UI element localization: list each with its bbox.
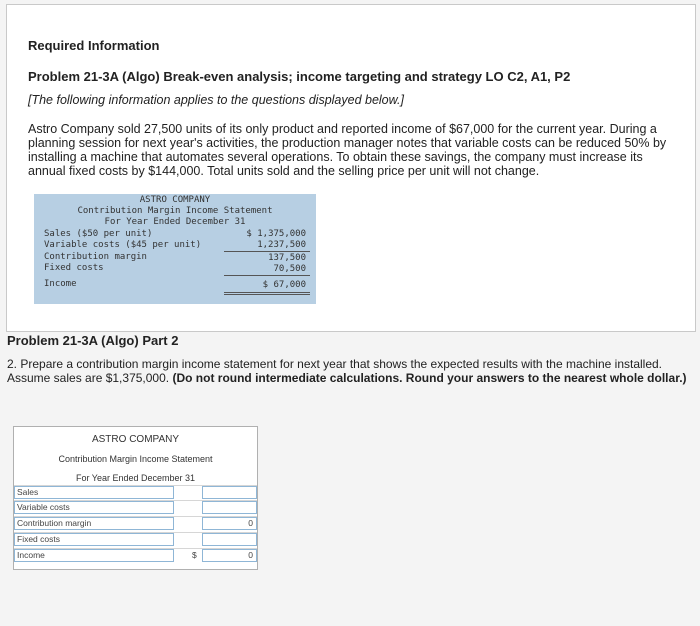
contribution-margin-amount: 0 [202,517,257,530]
statement-period: For Year Ended December 31 [104,217,246,227]
question-text [7,357,687,385]
answer-income-statement [13,426,258,570]
problem-title: Problem 21-3A (Algo) Break-even analysis; income targeting and strategy LO C2, A1, P2 [28,69,571,84]
answer-row-income [14,548,257,562]
subtotal-rule [224,275,310,276]
statement-row-amount: 70,500 [273,264,306,274]
statement-row-label: Sales ($50 per unit) [44,229,153,239]
statement-row-amount: $ 67,000 [262,280,306,290]
fixed-costs-amount-input[interactable] [202,533,257,546]
answer-row-contribution-margin [14,516,257,530]
total-double-rule [224,292,310,293]
statement-company: ASTRO COMPANY [139,195,211,205]
answer-title: Contribution Margin Income Statement [58,454,213,464]
answer-row-sales [14,485,257,499]
answer-period: For Year Ended December 31 [75,473,196,483]
total-double-rule [224,294,310,295]
required-information-heading: Required Information [28,38,160,53]
fixed-costs-label-input[interactable]: Fixed costs [14,533,174,546]
income-amount: 0 [202,549,257,562]
statement-title: Contribution Margin Income Statement [77,206,273,216]
statement-row-label: Variable costs ($45 per unit) [44,240,202,250]
variable-costs-label-input[interactable]: Variable costs [14,501,174,514]
statement-row-label: Fixed costs [44,263,104,273]
sales-label-input[interactable]: Sales [14,486,174,499]
part-title: Problem 21-3A (Algo) Part 2 [7,333,179,348]
given-income-statement [34,194,316,304]
statement-row-amount: $ 1,375,000 [246,229,306,239]
answer-row-fixed-costs [14,532,257,546]
contribution-margin-label-input[interactable]: Contribution margin [14,517,174,530]
variable-costs-amount-input[interactable] [202,501,257,514]
statement-row-label: Contribution margin [44,252,147,262]
problem-paragraph: Astro Company sold 27,500 units of its only product and reported income of $67,000 for the current year. During a planning session for next year's activities, the production manager notes that variable costs can be reduced 50% by installing a machine that automates several operations. To obtain these savings, the company must increase its annual fixed costs by $144,000. Total units sold and the selling price per unit will not change. [28,122,667,178]
question-body: 2. Prepare a contribution margin income statement for next year that shows the expected results with the machine installed. Assume sales are $1,375,000. [7,357,663,385]
statement-row-amount: 137,500 [268,253,306,263]
answer-company: ASTRO COMPANY [91,434,180,445]
statement-row-label: Income [44,279,77,289]
answer-row-variable-costs [14,500,257,514]
applies-note: [The following information applies to the questions displayed below.] [28,93,404,107]
sales-amount-input[interactable] [202,486,257,499]
dollar-sign: $ [192,550,197,560]
income-label-input[interactable]: Income [14,549,174,562]
subtotal-rule [224,251,310,252]
statement-row-amount: 1,237,500 [257,240,306,250]
question-instruction: (Do not round intermediate calculations. Round your answers to the nearest whole dollar.) [172,371,687,385]
